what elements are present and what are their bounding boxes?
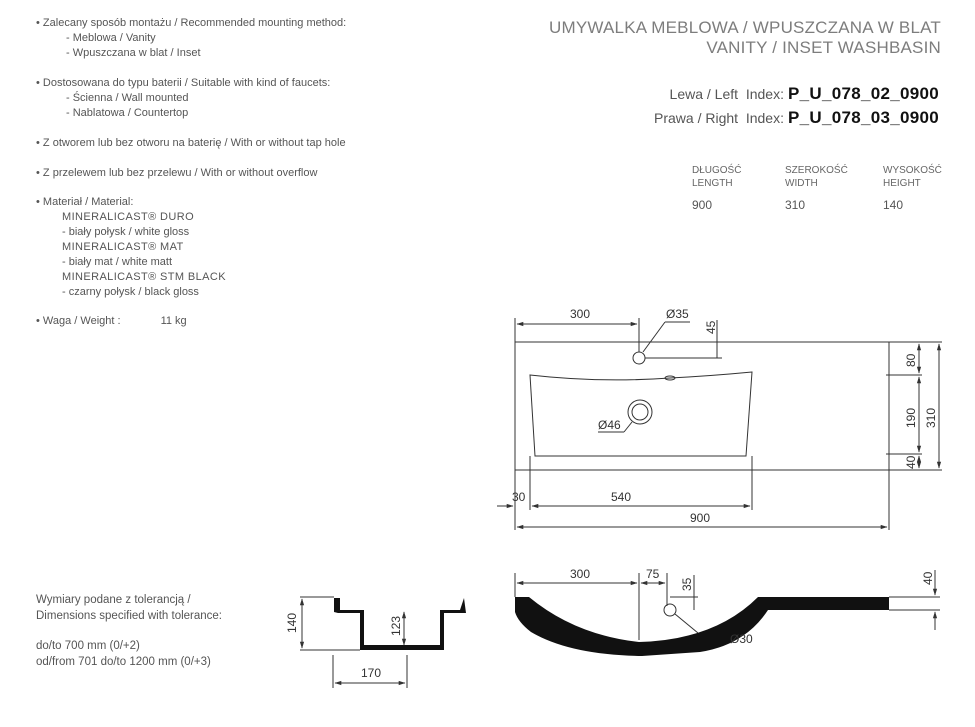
dim-label: 190 [904,407,918,428]
material-finish: - biały mat / white matt [62,256,173,268]
dim-label: 300 [570,307,591,321]
spec-material: • Materiał / Material: MINERALICAST® DURO - biały połysk / white gloss MINERALICAST® MAT - biały mat / white matt MINERALICAST® STM BLACK - czarny połysk / black gloss [36,195,456,300]
material-finish: - biały połysk / white gloss [62,226,190,238]
dim-label: 40 [921,571,935,585]
mounting-item: - Wpuszczana w blat / Inset [66,47,201,59]
dim-length-value: 900 [692,198,713,212]
tolerance-line: od/from 701 do/to 1200 mm (0/+3) [36,656,211,668]
index-word: Index: [745,110,784,126]
index-right-label: Prawa / Right [654,110,739,126]
spec-tap-hole: • Z otworem lub bez otworu na baterię / With or without tap hole [36,137,346,149]
dim-length-pl: DŁUGOŚĆ [692,165,742,176]
mounting-title: Zalecany sposób montażu / Recommended mounting method: [42,17,347,29]
material-name: MINERALICAST® DURO [62,211,195,223]
dim-width-value: 310 [785,198,806,212]
weight-label: Waga / Weight : [42,315,121,327]
tap-hole [633,352,645,364]
tolerance-line: Dimensions specified with tolerance: [36,610,223,622]
dim-label: 900 [690,511,711,525]
dim-label: 300 [570,567,591,581]
material-title: Materiał / Material: [42,196,134,208]
tap-hole-text: Z otworem lub bez otworu na baterię / With or without tap hole [42,137,346,149]
spec-faucet: • Dostosowana do typu baterii / Suitable with kind of faucets: - Ścienna / Wall mounted - Nablatowa / Countertop [36,76,456,121]
dim-height-en: HEIGHT [883,178,921,189]
title-line-1: UMYWALKA MEBLOWA / WPUSZCZANA W BLAT [549,18,941,37]
drain-inner [632,404,648,420]
dim-label: 540 [611,490,632,504]
dim-label: 140 [285,612,299,633]
dim-label: 75 [646,567,660,581]
spec-overflow: • Z przelewem lub bez przelewu / With or without overflow [36,167,318,179]
index-left-label: Lewa / Left [669,86,739,102]
dim-width-en: WIDTH [785,178,818,189]
faucet-item: - Nablatowa / Countertop [66,107,189,119]
top-view-bowl [530,372,752,456]
dim-label: 40 [904,455,918,469]
spec-mounting: • Zalecany sposób montażu / Recommended mounting method: - Meblowa / Vanity - Wpuszczana w blat / Inset [36,16,456,61]
material-finish: - czarny połysk / black gloss [62,286,199,298]
dim-label: 30 [512,490,526,504]
dim-height-value: 140 [883,198,904,212]
title-line-2: VANITY / INSET WASHBASIN [706,38,941,57]
dim-label: Ø35 [666,307,689,321]
weight-value: 11 kg [160,315,187,327]
faucet-item: - Ścienna / Wall mounted [66,92,189,104]
dim-label: 80 [904,353,918,367]
dim-label: 123 [389,615,403,636]
dim-label: 310 [924,407,938,428]
overflow-text: Z przelewem lub bez przelewu / With or without overflow [42,167,318,179]
dim-label: Ø30 [730,632,753,646]
material-name: MINERALICAST® MAT [62,241,184,253]
dim-label: 170 [361,666,382,680]
side-tap-hole [664,604,676,616]
top-view-outline [515,342,889,470]
dim-height-pl: WYSOKOŚĆ [883,165,942,176]
material-name: MINERALICAST® STM BLACK [62,271,227,283]
index-word: Index: [745,86,784,102]
index-left-code: P_U_078_02_0900 [787,84,939,103]
dim-width-pl: SZEROKOŚĆ [785,165,848,176]
index-right-code: P_U_078_03_0900 [787,108,939,127]
mounting-item: - Meblowa / Vanity [66,32,156,44]
dim-label: 45 [704,320,718,334]
tolerance-line: Wymiary podane z tolerancją / [36,594,191,606]
side-view-profile [515,597,889,656]
dim-label: Ø46 [598,418,621,432]
tolerance-line: do/to 700 mm (0/+2) [36,640,140,652]
faucet-title: Dostosowana do typu baterii / Suitable with kind of faucets: [42,77,331,89]
dim-label: 35 [680,577,694,591]
dim-length-en: LENGTH [692,178,733,189]
spec-weight: • Waga / Weight : 11 kg [36,315,187,327]
